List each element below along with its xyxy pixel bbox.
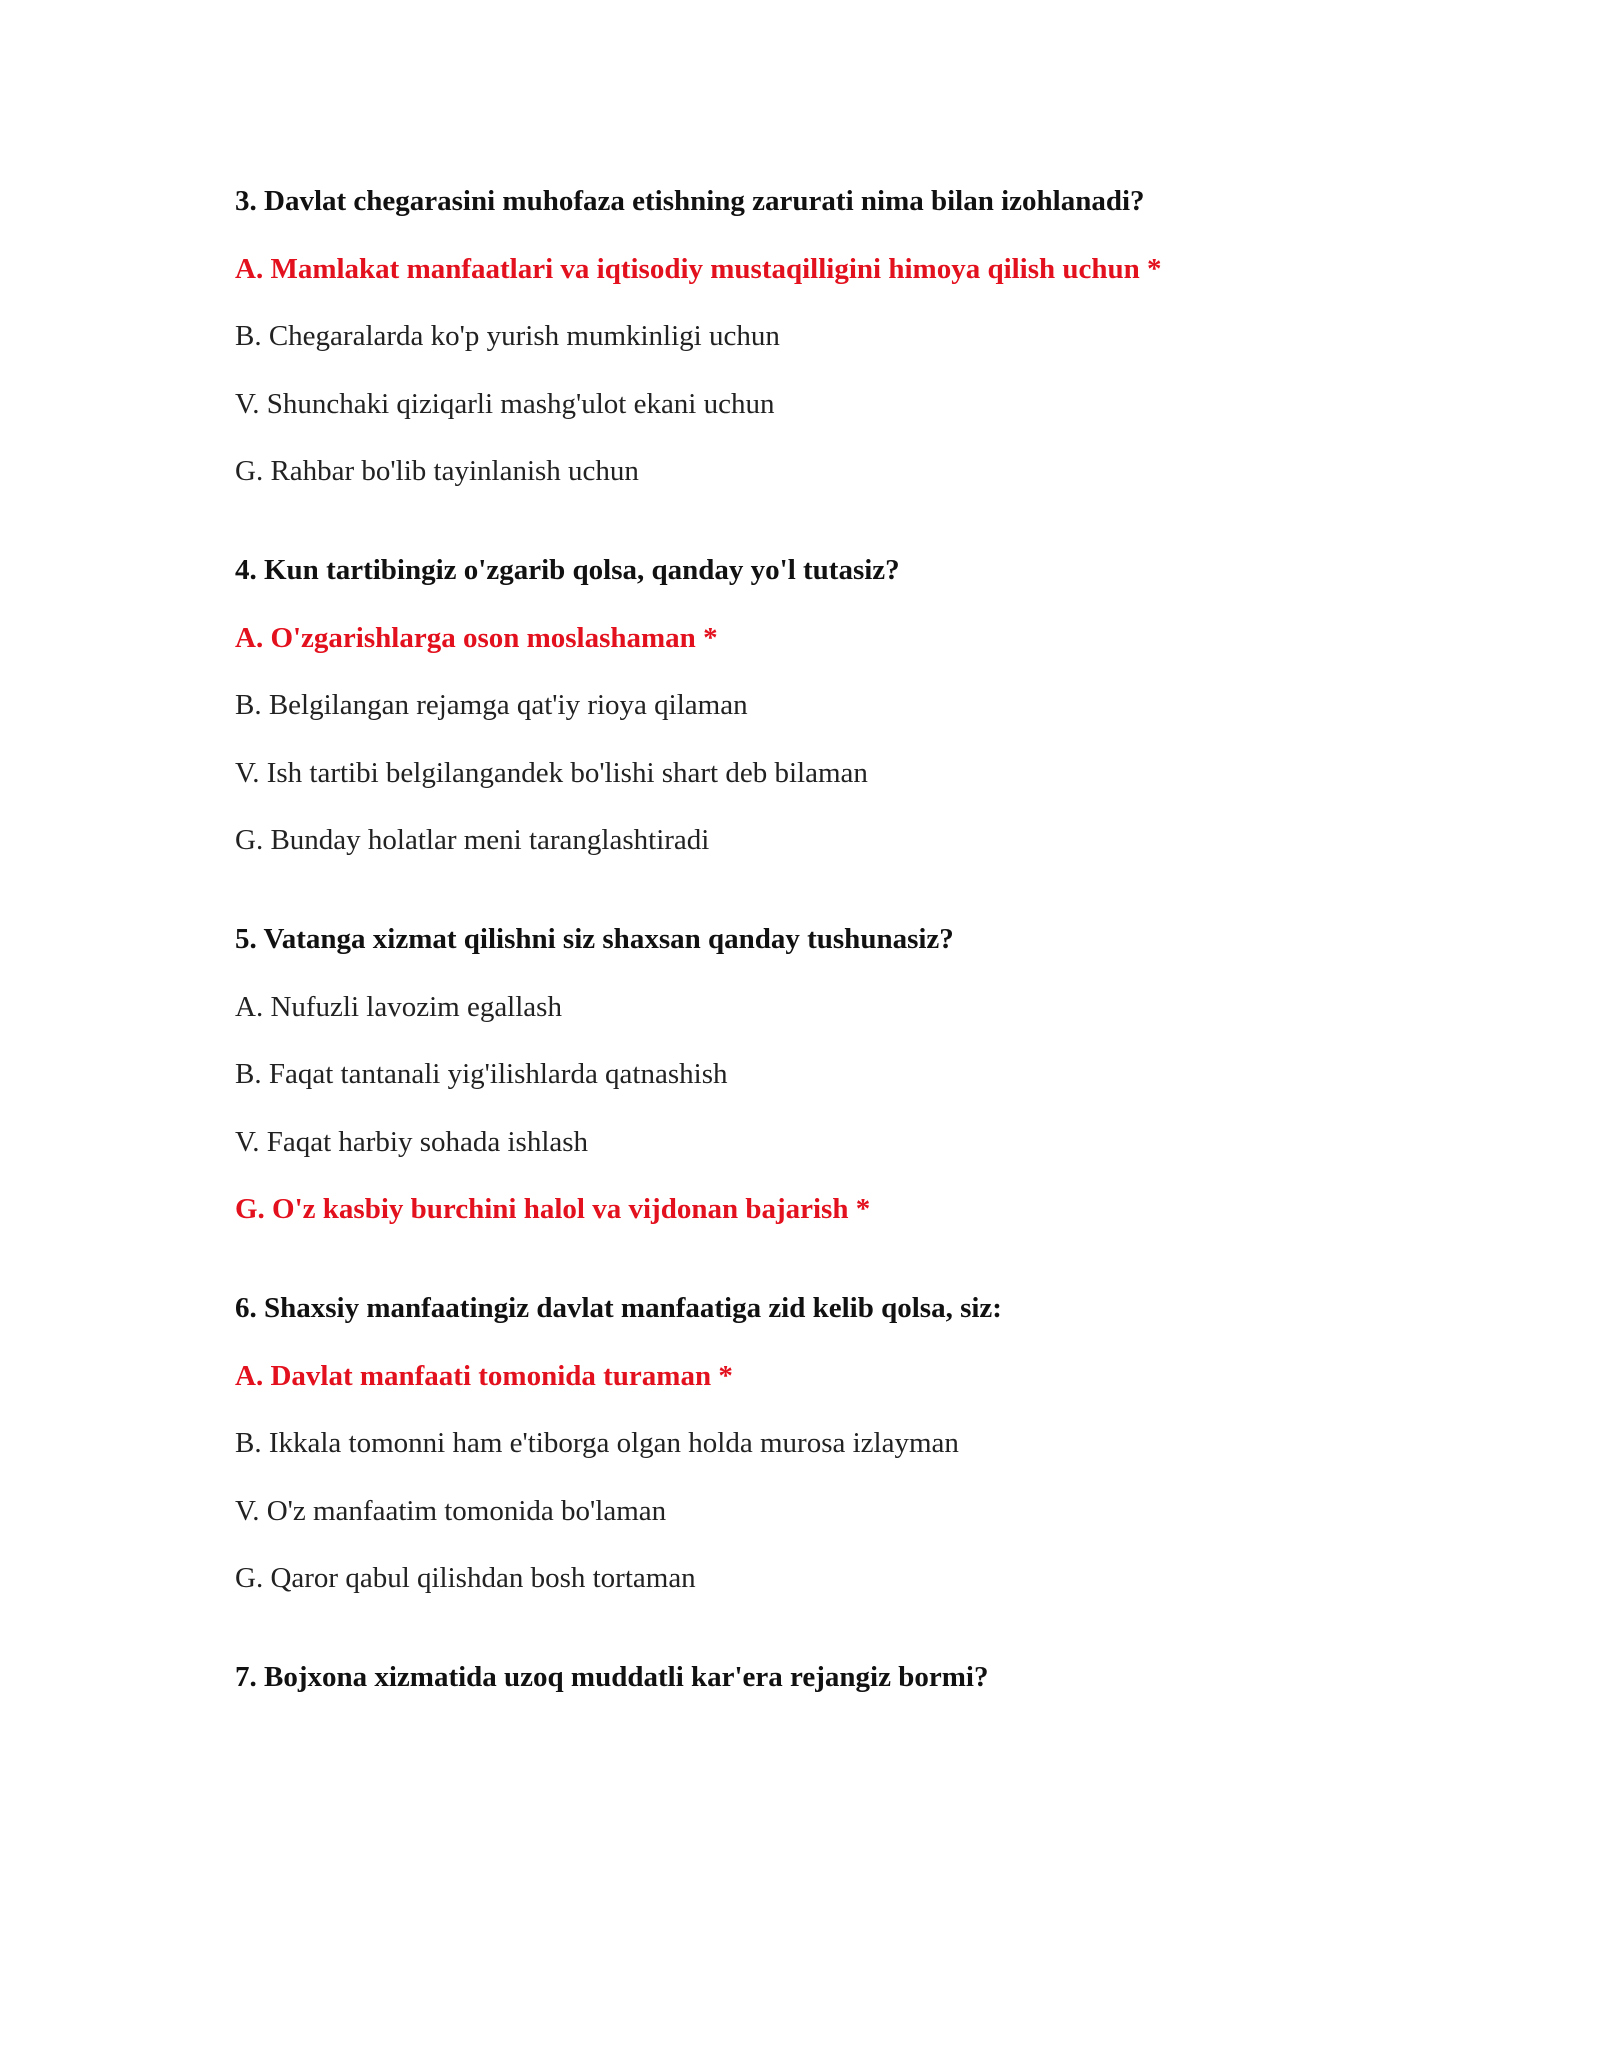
question-block-5 [235, 923, 1485, 1225]
question-text: 4. Kun tartibingiz o'zgarib qolsa, qanday yo'l tutasiz? [235, 554, 900, 586]
question-text: 6. Shaxsiy manfaatingiz davlat manfaatiga zid kelib qolsa, siz: [235, 1292, 1002, 1324]
question-block-4 [235, 554, 1485, 856]
answer-option: B. Faqat tantanali yig'ilishlarda qatnashish [235, 1058, 728, 1090]
answer-option: V. Faqat harbiy sohada ishlash [235, 1125, 589, 1158]
answer-option-correct: G. O'z kasbiy burchini halol va vijdonan bajarish * [235, 1193, 871, 1225]
answer-option: A. Nufuzli lavozim egallash [235, 990, 562, 1023]
answer-option: B. Chegaralarda ko'p yurish mumkinligi uchun [235, 320, 780, 352]
question-text: 5. Vatanga xizmat qilishni siz shaxsan qanday tushunasiz? [235, 923, 954, 955]
answer-option: V. Shunchaki qiziqarli mashg'ulot ekani uchun [235, 387, 775, 420]
question-block-3 [235, 185, 1485, 487]
answer-option: G. Bunday holatlar meni taranglashtiradi [235, 824, 710, 856]
question-block-7 [235, 1661, 1485, 1693]
question-list [235, 185, 1485, 1760]
answer-option: B. Belgilangan rejamga qat'iy rioya qilaman [235, 689, 748, 721]
question-text: 7. Bojxona xizmatida uzoq muddatli kar'era rejangiz bormi? [235, 1661, 989, 1693]
answer-option-correct: A. Mamlakat manfaatlari va iqtisodiy mustaqilligini himoya qilish uchun * [235, 252, 1162, 285]
question-text: 3. Davlat chegarasini muhofaza etishning zarurati nima bilan izohlanadi? [235, 185, 1145, 217]
answer-option-correct: A. Davlat manfaati tomonida turaman * [235, 1359, 733, 1392]
answer-option: V. O'z manfaatim tomonida bo'laman [235, 1494, 667, 1527]
question-block-6 [235, 1292, 1485, 1594]
answer-option-correct: A. O'zgarishlarga oson moslashaman * [235, 621, 718, 654]
answer-option: B. Ikkala tomonni ham e'tiborga olgan holda murosa izlayman [235, 1427, 959, 1459]
answer-option: V. Ish tartibi belgilangandek bo'lishi shart deb bilaman [235, 756, 868, 789]
answer-option: G. Qaror qabul qilishdan bosh tortaman [235, 1562, 696, 1594]
answer-option: G. Rahbar bo'lib tayinlanish uchun [235, 455, 639, 487]
